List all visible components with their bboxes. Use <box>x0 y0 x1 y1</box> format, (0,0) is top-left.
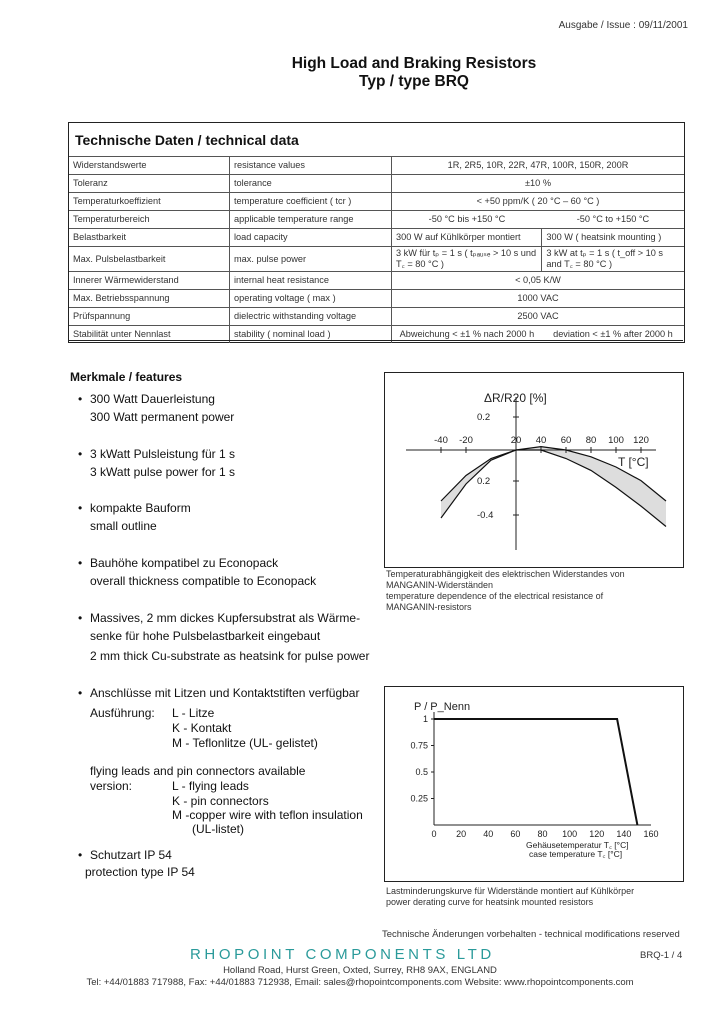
cell: 2500 VAC <box>392 308 685 326</box>
feature-text: K - Kontakt <box>172 721 232 735</box>
feature-text: protection type IP 54 <box>85 865 195 879</box>
cell: deviation < ±1 % after 2000 h <box>542 326 684 344</box>
bullet-icon: • <box>78 447 83 461</box>
cell: Innerer Wärmewiderstand <box>69 272 230 290</box>
company-contact: Tel: +44/01883 717988, Fax: +44/01883 712938, Email: sales@rhopointcomponents.com Website: www.rhopointcomponents.com <box>86 977 634 988</box>
feature-text: small outline <box>90 519 157 533</box>
technical-data-table <box>69 156 684 343</box>
bullet-icon: • <box>78 501 83 515</box>
x-tick-label: 20 <box>456 829 467 839</box>
table-row <box>69 229 684 247</box>
feature-text: (UL-listet) <box>192 822 245 836</box>
feature-text: 3 kWatt Pulsleistung für 1 s <box>90 447 235 461</box>
caption-line: Temperaturabhängigkeit des elektrischen Widerstandes von <box>386 569 625 579</box>
issue-date: Ausgabe / Issue : 09/11/2001 <box>558 20 688 31</box>
x-tick-label: 100 <box>608 435 624 446</box>
cell: < 0,05 K/W <box>392 272 685 290</box>
cell: Belastbarkeit <box>69 229 230 247</box>
bullet-icon: • <box>78 392 83 406</box>
cell: < +50 ppm/K ( 20 °C – 60 °C ) <box>392 193 685 211</box>
feature-text: Schutzart IP 54 <box>90 848 172 862</box>
table-row <box>69 247 684 272</box>
technical-data-heading: Technische Daten / technical data <box>75 132 299 148</box>
x-tick-label: 60 <box>510 829 521 839</box>
cell: 1000 VAC <box>392 290 685 308</box>
feature-text: M -copper wire with teflon insulation <box>172 808 363 822</box>
feature-text: L - Litze <box>172 706 215 720</box>
chart-title: ΔR/R20 [%] <box>484 391 547 405</box>
cell: Widerstandswerte <box>69 157 230 175</box>
cell: -50 °C bis +150 °C <box>392 211 542 229</box>
features-section <box>70 370 380 890</box>
caption-line: MANGANIN-Widerständen <box>386 580 494 590</box>
y-tick-label: 0.5 <box>415 767 428 777</box>
features-heading: Merkmale / features <box>70 370 183 384</box>
feature-text: version: <box>90 779 133 793</box>
company-address: Holland Road, Hurst Green, Oxted, Surrey, RH8 9AX, ENGLAND <box>223 965 497 976</box>
feature-text: M - Teflonlitze (UL- gelistet) <box>172 736 318 750</box>
modification-notice: Technische Änderungen vorbehalten - technical modifications reserved <box>382 929 680 940</box>
cell: Toleranz <box>69 175 230 193</box>
cell: operating voltage ( max ) <box>230 290 392 308</box>
x-tick-label: -20 <box>459 435 473 446</box>
y-tick-label: 0.75 <box>410 740 428 751</box>
table-row <box>69 290 684 308</box>
caption-line: Lastminderungskurve für Widerstände montiert auf Kühlkörper <box>386 886 635 896</box>
x-tick-label: 80 <box>537 829 548 839</box>
table-row <box>69 193 684 211</box>
feature-text: Anschlüsse mit Litzen und Kontaktstiften verfügbar <box>90 686 360 700</box>
x-tick-label: 60 <box>560 435 572 446</box>
cell: Max. Betriebsspannung <box>69 290 230 308</box>
cell: 300 W auf Kühlkörper montiert <box>392 229 542 247</box>
x-tick-label: 40 <box>535 435 547 446</box>
technical-data-box <box>68 122 685 343</box>
x-axis-label-de: Gehäusetemperatur T꜀ [°C] <box>526 840 629 850</box>
caption-line: MANGANIN-resistors <box>386 602 472 612</box>
cell: Temperaturbereich <box>69 211 230 229</box>
feature-text: 300 Watt permanent power <box>90 410 235 424</box>
page-title <box>0 55 720 91</box>
title-line1: High Load and Braking Resistors <box>291 55 537 72</box>
feature-text: Ausführung: <box>90 706 155 720</box>
bullet-icon: • <box>78 556 83 570</box>
bullet-icon: • <box>78 611 83 625</box>
y-tick-label: 0.25 <box>410 793 428 804</box>
feature-text: kompakte Bauform <box>90 501 191 515</box>
y-tick-label: 0.2 <box>477 412 491 423</box>
table-row <box>69 211 684 229</box>
x-tick-label: -40 <box>434 435 448 446</box>
cell: resistance values <box>230 157 392 175</box>
cell: Stabilität unter Nennlast <box>69 326 230 344</box>
caption-line: temperature dependence of the electrical resistance of <box>386 591 604 601</box>
table-row <box>69 272 684 290</box>
chart1-caption <box>386 569 625 613</box>
cell: dielectric withstanding voltage <box>230 308 392 326</box>
cell: 3 kW für tₚ = 1 s ( tₚₐᵤₛₑ > 10 s und T꜀ = 80 °C ) <box>392 247 542 272</box>
y-axis-label: P / P_Nenn <box>414 701 471 713</box>
x-tick-label: 120 <box>633 435 649 446</box>
bullet-icon: • <box>78 848 83 862</box>
x-tick-label: 40 <box>483 829 494 839</box>
feature-text: flying leads and pin connectors available <box>90 764 306 778</box>
y-tick-label: -0.4 <box>477 510 494 521</box>
x-tick-label: 100 <box>562 829 578 839</box>
cell: ±10 % <box>392 175 685 193</box>
y-tick-label: 0.2 <box>477 476 491 487</box>
x-tick-label: 140 <box>616 829 632 839</box>
cell: tolerance <box>230 175 392 193</box>
cell: max. pulse power <box>230 247 392 272</box>
cell: Temperaturkoeffizient <box>69 193 230 211</box>
table-row <box>69 175 684 193</box>
page-number: BRQ-1 / 4 <box>640 950 683 961</box>
cell: Abweichung < ±1 % nach 2000 h <box>392 326 542 344</box>
cell: temperature coefficient ( tcr ) <box>230 193 392 211</box>
x-axis-label-en: case temperature T꜀ [°C] <box>529 849 623 859</box>
table-divider <box>68 340 683 341</box>
feature-text: 3 kWatt pulse power for 1 s <box>90 465 235 479</box>
feature-text: overall thickness compatible to Econopack <box>90 574 317 588</box>
cell: stability ( nominal load ) <box>230 326 392 344</box>
cell: Prüfspannung <box>69 308 230 326</box>
cell: -50 °C to +150 °C <box>542 211 684 229</box>
title-line2: Typ / type BRQ <box>359 73 469 90</box>
x-tick-label: 80 <box>585 435 597 446</box>
feature-text: 300 Watt Dauerleistung <box>90 392 215 406</box>
cell: 1R, 2R5, 10R, 22R, 47R, 100R, 150R, 200R <box>392 157 685 175</box>
x-tick-label: 120 <box>589 829 605 839</box>
cell: load capacity <box>230 229 392 247</box>
feature-text: senke für hohe Pulsbelastbarkeit eingebaut <box>90 629 321 643</box>
temperature-coefficient-chart <box>384 372 684 568</box>
chart2-caption <box>386 886 634 908</box>
feature-text: L - flying leads <box>172 779 249 793</box>
y-tick-label: 1 <box>422 714 428 724</box>
x-tick-label: 160 <box>643 829 659 839</box>
cell: 3 kW at tₚ = 1 s ( t_off > 10 s and T꜀ = 80 °C ) <box>542 247 684 272</box>
x-tick-label: 0 <box>431 829 437 839</box>
cell: Max. Pulsbelastbarkeit <box>69 247 230 272</box>
x-axis-label: T [°C] <box>618 455 649 469</box>
feature-text: Bauhöhe kompatibel zu Econopack <box>90 556 279 570</box>
cell: internal heat resistance <box>230 272 392 290</box>
x-tick-label: 20 <box>510 435 522 446</box>
feature-text: K - pin connectors <box>172 794 269 808</box>
power-derating-chart <box>384 686 684 882</box>
cell: applicable temperature range <box>230 211 392 229</box>
caption-line: power derating curve for heatsink mounted resistors <box>386 897 594 907</box>
bullet-icon: • <box>78 686 83 700</box>
feature-text: Massives, 2 mm dickes Kupfersubstrat als Wärme- <box>90 611 361 625</box>
feature-text: 2 mm thick Cu-substrate as heatsink for pulse power <box>90 649 370 663</box>
company-brand: RHOPOINT COMPONENTS LTD <box>190 946 495 963</box>
table-row <box>69 157 684 175</box>
cell: 300 W ( heatsink mounting ) <box>542 229 684 247</box>
table-row <box>69 308 684 326</box>
